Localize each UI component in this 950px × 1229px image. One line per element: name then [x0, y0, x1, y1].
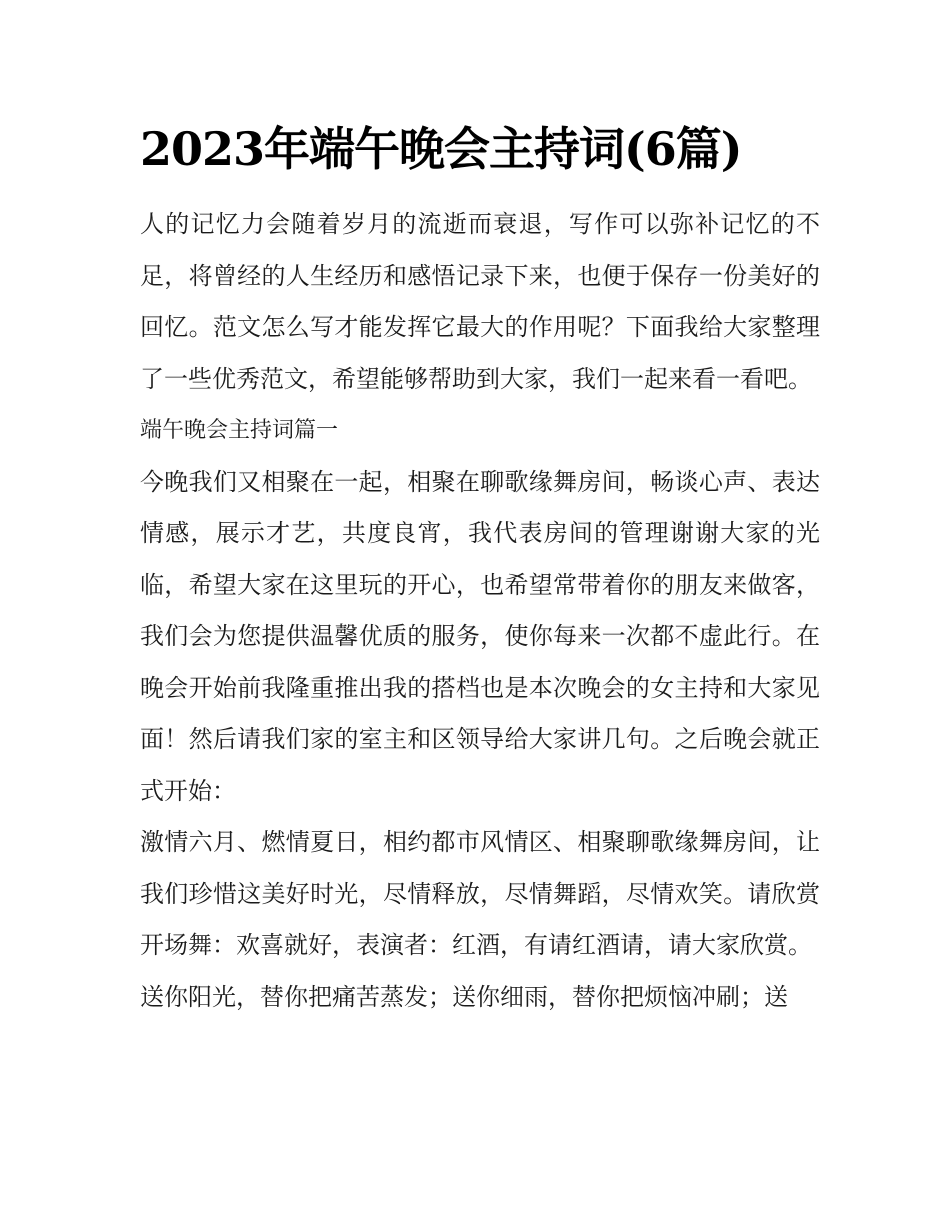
document-body [140, 199, 820, 1023]
section-heading: 端午晚会主持词篇一 [140, 418, 339, 443]
body-paragraph: 送你阳光，替你把痛苦蒸发；送你细雨，替你把烦恼冲刷；送 [140, 982, 788, 1011]
body-paragraph: 今晚我们又相聚在一起，相聚在聊歌缘舞房间，畅谈心声、表达情感，展示才艺，共度良宵，我代表房间的管理谢谢大家的光临，希望大家在这里玩的开心，也希望常带着你的朋友来做客，我们会为您提供温馨优质的服务，使你每来一次都不虚此行。在晚会开始前我隆重推出我的搭档也是本次晚会的女主持和大家见面！然后请我们家的室主和区领导给大家讲几句。之后晚会就正式开始： [140, 467, 820, 805]
document-title: 2023年端午晚会主持词(6篇) [140, 122, 742, 176]
intro-paragraph: 人的记忆力会随着岁月的流逝而衰退，写作可以弥补记忆的不足，将曾经的人生经历和感悟记录下来，也便于保存一份美好的回忆。范文怎么写才能发挥它最大的作用呢？下面我给大家整理了一些优秀范文，希望能够帮助到大家，我们一起来看一看吧。 [140, 210, 820, 393]
body-paragraph: 激情六月、燃情夏日，相约都市风情区、相聚聊歌缘舞房间，让我们珍惜这美好时光，尽情释放，尽情舞蹈，尽情欢笑。请欣赏开场舞：欢喜就好，表演者：红酒，有请红酒请，请大家欣赏。 [140, 828, 820, 959]
